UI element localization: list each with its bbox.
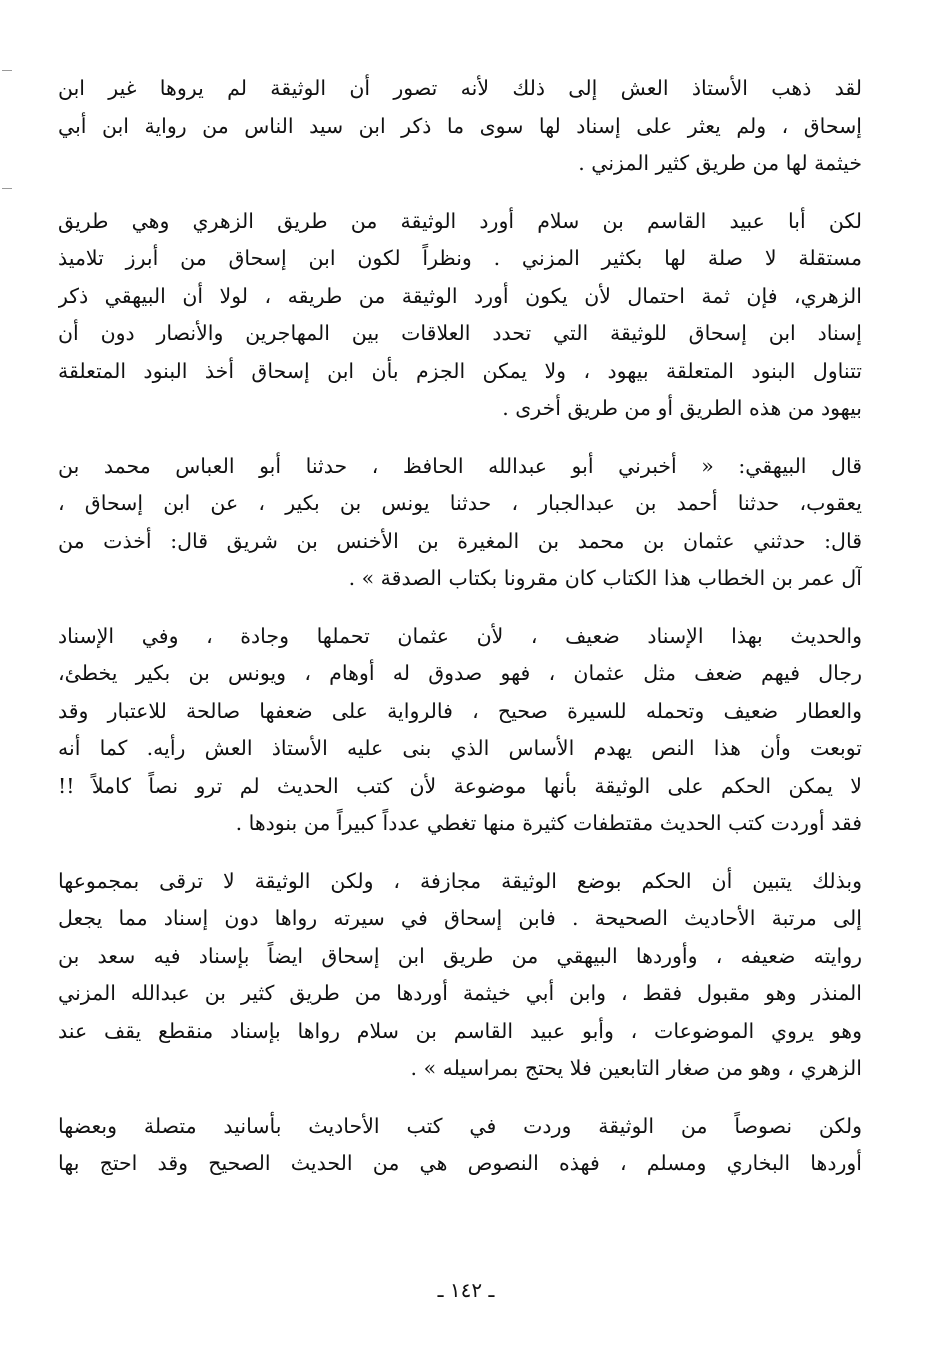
page-number: ـ ١٤٢ ـ <box>437 1278 495 1302</box>
text-line: قال البيهقي: « أخبرني أبو عبدالله الحافظ ، حدثنا أبو العباس محمد بن <box>58 453 862 478</box>
text-line: ولكن نصوصاً من الوثيقة وردت في كتب الأحاديث بأسانيد متصلة وبعضها <box>58 1113 862 1138</box>
text-line: إسناد ابن إسحاق للوثيقة التي تحدد العلاقات بين المهاجرين والأنصار دون أن <box>58 321 862 345</box>
text-line: خيثمة لها من طريق كثير المزني . <box>578 151 862 175</box>
margin-mark <box>2 70 12 71</box>
text-line: والحديث بهذا الإسناد ضعيف ، لأن عثمان تحملها وجادة ، وفي الإسناد <box>58 623 862 648</box>
text-line: لا يمكن الحكم على الوثيقة بأنها موضوعة لأن كتب الحديث لم ترو نصاً كاملاً !! <box>58 773 862 798</box>
text-line: رجال فيهم ضعف مثل عثمان ، فهو صدوق له أوهام ، ويونس بن بكير يخطئ، <box>58 661 862 685</box>
paragraph-1 <box>58 70 862 183</box>
paragraph-4 <box>58 618 862 843</box>
paragraph-6 <box>58 1108 862 1183</box>
text-line: إلى مرتبة الأحاديث الصحيحة . فابن إسحاق في سيرته رواها دون إسناد مما يجعل <box>58 906 862 930</box>
text-line: فقد أوردت كتب الحديث مقتطفات كثيرة منها تغطي عدداً كبيراً من بنودها . <box>235 811 862 835</box>
text-line: والعطار ضعيف وتحمله للسيرة صحيح ، فالرواية على ضعفها صالحة للاعتبار وقد <box>58 698 862 723</box>
text-line: الزهري ، وهو من صغار التابعين فلا يحتج بمراسيله » . <box>410 1056 862 1080</box>
text-line: لكن أبا عبيد القاسم بن سلام أورد الوثيقة من طريق الزهري وهي طريق <box>58 208 862 233</box>
text-line: يعقوب، حدثنا أحمد بن عبدالجبار ، حدثنا يونس بن بكير ، عن ابن إسحاق ، <box>58 491 862 515</box>
text-line: بيهود من هذه الطريق أو من طريق أخرى . <box>502 396 862 420</box>
text-line: قال: حدثني عثمان بن محمد بن المغيرة بن الأخنس بن شريق قال: أخذت من <box>58 528 862 553</box>
text-line: لقد ذهب الأستاذ العش إلى ذلك لأنه تصور أن الوثيقة لم يروها غير ابن <box>58 76 862 100</box>
text-line: إسحاق ، ولم يعثر على إسناد لها سوى ما ذكر ابن سيد الناس من رواية ابن أبي <box>58 113 862 138</box>
text-line: آل عمر بن الخطاب هذا الكتاب كان مقرونا بكتاب الصدقة » . <box>348 566 862 590</box>
margin-mark <box>2 188 12 189</box>
text-line: وهو يروي الموضوعات ، وأبو عبيد القاسم بن سلام رواها بإسناد منقطع يقف عند <box>58 1018 862 1043</box>
text-line: تتناول البنود المتعلقة بيهود ، ولا يمكن الجزم بأن ابن إسحاق أخذ البنود المتعلقة <box>58 358 862 383</box>
paragraph-3 <box>58 448 862 598</box>
text-line: أوردها البخاري ومسلم ، فهذه النصوص هي من الحديث الصحيح وقد احتج بها <box>58 1151 862 1175</box>
text-line: الزهري، فإن ثمة احتمال لأن يكون أورد الوثيقة من طريقه ، لولا أن البيهقي ذكر <box>58 283 862 308</box>
body-text <box>58 70 862 1203</box>
text-line: المنذر وهو مقبول فقط ، وابن أبي خيثمة أوردها من طريق كثير بن عبدالله المزني <box>58 981 862 1005</box>
text-line: مستقلة لا صلة لها بكثير المزني . ونظراً لكون ابن إسحاق من أبرز تلاميذ <box>58 246 862 270</box>
text-line: روايته ضعيفه ، وأوردها البيهقي من طريق ابن إسحاق ايضاً بإسناد فيه سعد بن <box>58 943 862 968</box>
paragraph-2 <box>58 203 862 428</box>
text-line: توبعت وأن هذا النص يهدم الأساس الذي بنى عليه الأستاذ العش رأيه. كما أنه <box>58 736 862 760</box>
paragraph-5 <box>58 863 862 1088</box>
text-line: وبذلك يتبين أن الحكم بوضع الوثيقة مجازفة ، ولكن الوثيقة لا ترقى بمجموعها <box>58 868 862 893</box>
